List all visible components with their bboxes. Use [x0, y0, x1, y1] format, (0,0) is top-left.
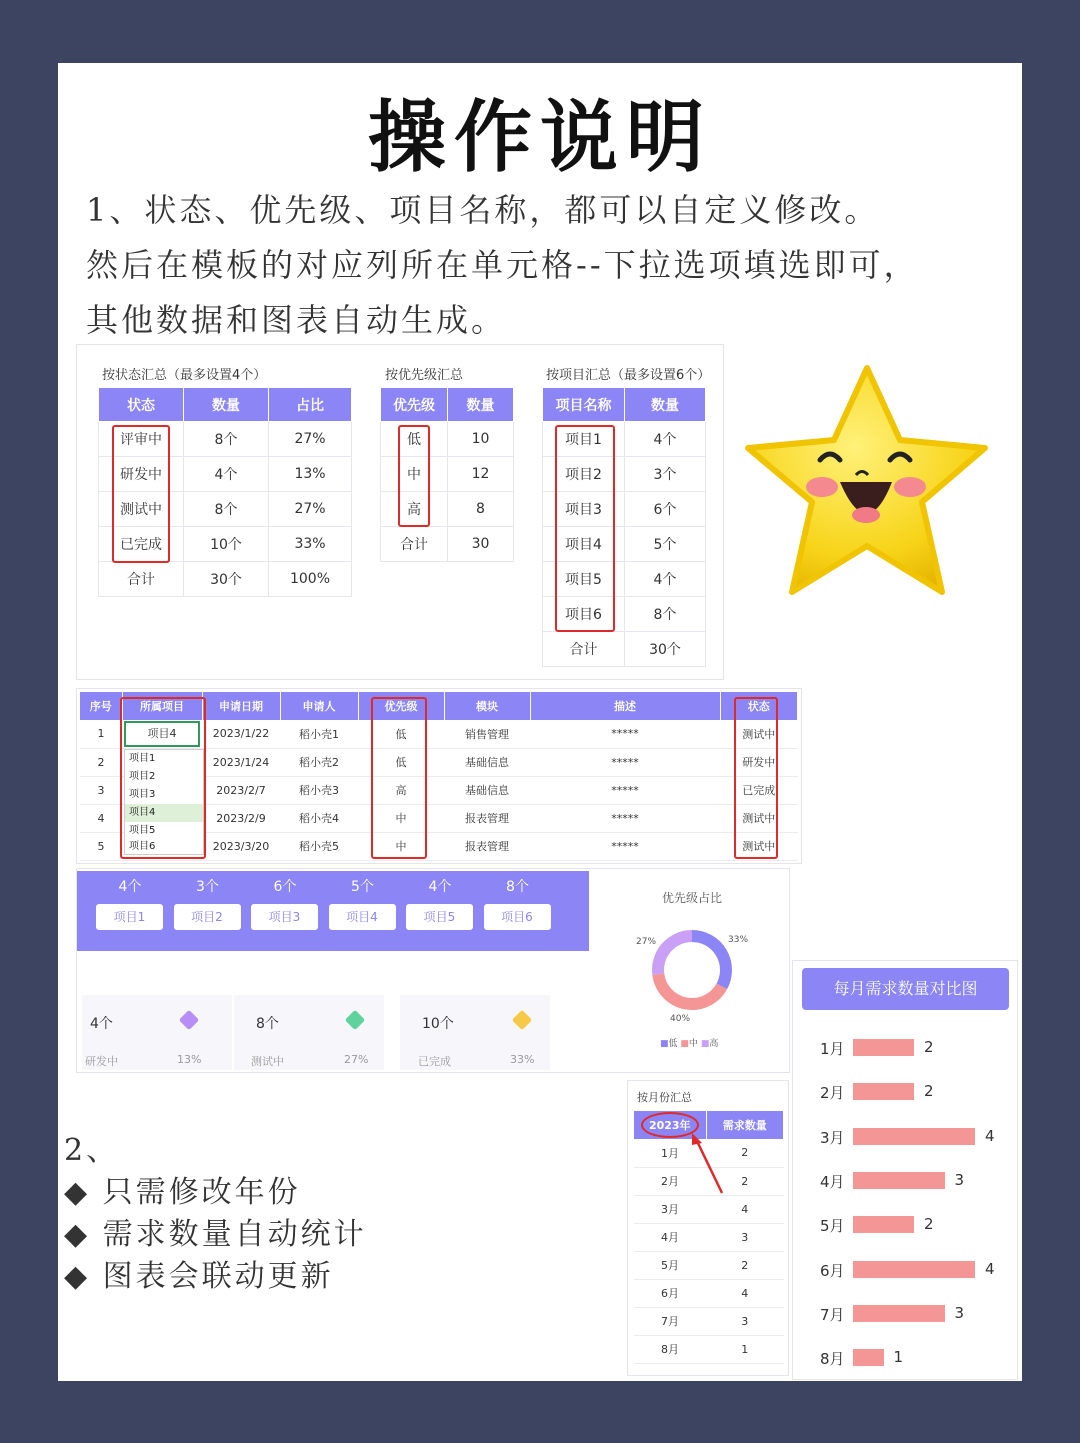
bullet-item: ◆ 需求数量自动统计: [64, 1217, 367, 1252]
cell: 100%: [269, 562, 352, 597]
bar-value: 4: [985, 1259, 995, 1278]
cell: 基础信息: [444, 748, 530, 776]
monthly-caption: 按月份汇总: [637, 1091, 692, 1104]
highlight-box: [398, 425, 430, 527]
cell: 合计: [543, 632, 625, 667]
cell: 1月: [634, 1139, 706, 1167]
header-count: 数量: [448, 388, 514, 422]
cell: 27%: [269, 422, 352, 457]
page-title: 操作说明: [367, 92, 712, 183]
cell: 6个: [625, 492, 706, 527]
intro-line-2: 然后在模板的对应列所在单元格--下拉选项填选即可，: [86, 246, 919, 284]
cell: 测试中: [99, 492, 184, 527]
cell: 27%: [269, 492, 352, 527]
cell: 3: [706, 1223, 784, 1251]
intro-line-1: 1、状态、优先级、项目名称，都可以自定义修改。: [86, 191, 880, 229]
cell: 5月: [634, 1251, 706, 1279]
kpi-pct: 33%: [510, 1053, 535, 1066]
donut-label-low: 27%: [636, 937, 657, 947]
cell: 8月: [634, 1335, 706, 1363]
dropdown-option[interactable]: 项目6: [129, 841, 156, 852]
bar-label: 6月: [820, 1261, 845, 1280]
bar: [853, 1216, 914, 1233]
cell: 评审中: [99, 422, 184, 457]
cell: 项目6: [543, 597, 625, 632]
cell: 研发中: [99, 457, 184, 492]
donut-label-high: 40%: [670, 1014, 691, 1024]
cell: 稻小壳4: [280, 804, 358, 832]
donut-slice: [658, 974, 722, 1004]
cell: 项目3: [543, 492, 625, 527]
bar: [853, 1039, 914, 1056]
cell: 10个: [184, 527, 269, 562]
cell: 测试中: [720, 720, 798, 748]
bar-value: 4: [985, 1126, 995, 1145]
cell: 测试中: [720, 832, 798, 860]
kpi-pct: 27%: [344, 1053, 369, 1066]
intro-text: [86, 183, 1006, 348]
bar: [853, 1349, 884, 1366]
bar-label: 8月: [820, 1350, 845, 1369]
bar-label: 3月: [820, 1128, 845, 1147]
header-status: 状态: [720, 692, 798, 720]
cell: 3月: [634, 1195, 706, 1223]
cell: 8: [448, 492, 514, 527]
cell: 稻小壳2: [280, 748, 358, 776]
cell: 4个: [625, 562, 706, 597]
header-priority: 优先级: [381, 388, 448, 422]
project-count: 8个: [506, 879, 529, 895]
header-priority: 优先级: [358, 692, 444, 720]
dropdown-option[interactable]: 项目5: [129, 825, 156, 836]
project-select-value[interactable]: 项目4: [124, 721, 200, 747]
kpi-count: 10个: [422, 1016, 454, 1032]
project-button[interactable]: 项目3: [251, 904, 318, 930]
cell: 30: [448, 527, 514, 562]
kpi-card: [400, 995, 550, 1070]
arrow-icon: [688, 1133, 728, 1198]
table-row: [634, 1335, 784, 1363]
cell: 低: [358, 720, 444, 748]
project-button[interactable]: 项目5: [406, 904, 473, 930]
cell: 5: [80, 832, 122, 860]
cube-icon: [179, 1010, 199, 1030]
cell: 2: [706, 1167, 784, 1195]
bar-value: 3: [954, 1170, 965, 1189]
cell: 项目2: [543, 457, 625, 492]
intro-line-3: 其他数据和图表自动生成。: [86, 301, 507, 339]
bar-label: 1月: [820, 1040, 845, 1058]
bar-value: 3: [954, 1303, 965, 1322]
highlight-box: [555, 425, 615, 632]
header-module: 模块: [444, 692, 530, 720]
donut-label-mid: 33%: [728, 935, 749, 945]
cell: 2月: [634, 1167, 706, 1195]
cell: 3: [706, 1307, 784, 1335]
star-mascot-icon: [740, 360, 995, 605]
cell: 报表管理: [444, 832, 530, 860]
cell: 13%: [269, 457, 352, 492]
bar-value: 2: [924, 1038, 934, 1056]
project-button[interactable]: 项目1: [96, 904, 163, 930]
cell: 33%: [269, 527, 352, 562]
cell: 项目1: [543, 422, 625, 457]
cell: 6月: [634, 1279, 706, 1307]
cell: 3个: [625, 457, 706, 492]
bar-value: 2: [924, 1215, 934, 1234]
total-row: [99, 562, 352, 597]
cell: 1: [80, 720, 122, 748]
legend-mid: 中: [688, 1039, 698, 1049]
header-project: 所属项目: [122, 692, 202, 720]
cell: 7月: [634, 1307, 706, 1335]
cell: 合计: [99, 562, 184, 597]
cell: 2023/2/7: [202, 776, 280, 804]
cell: 低: [381, 422, 448, 457]
status-summary-caption: 按状态汇总（最多设置4个）: [102, 368, 267, 383]
dropdown-option[interactable]: 项目3: [129, 789, 156, 800]
total-row: [543, 632, 706, 667]
bar-label: 5月: [820, 1217, 845, 1236]
cell: 2: [706, 1139, 784, 1167]
cell: 4个: [625, 422, 706, 457]
cell: 4个: [184, 457, 269, 492]
cell: *****: [530, 832, 720, 860]
section-2-number: 2、: [64, 1133, 120, 1168]
kpi-label: 测试中: [251, 1055, 284, 1068]
project-count: 4个: [428, 879, 452, 895]
dropdown-option[interactable]: 项目1: [129, 753, 156, 764]
cell: 已完成: [720, 776, 798, 804]
cell: 项目4: [543, 527, 625, 562]
cell: 低: [358, 748, 444, 776]
cell: 研发中: [720, 748, 798, 776]
project-count: 6个: [273, 879, 297, 895]
cube-icon: [512, 1010, 532, 1030]
kpi-count: 8个: [256, 1016, 279, 1032]
cell: 合计: [381, 527, 448, 562]
dropdown-option-selected[interactable]: 项目4: [125, 804, 203, 822]
header-project-name: 项目名称: [543, 388, 625, 422]
dropdown-option[interactable]: 项目2: [129, 771, 156, 782]
total-row: [381, 527, 514, 562]
cell: 高: [381, 492, 448, 527]
bar: [853, 1083, 914, 1100]
highlight-box: [120, 697, 206, 859]
bar: [853, 1172, 945, 1189]
project-summary-caption: 按项目汇总（最多设置6个）: [546, 368, 711, 383]
cell: 2023/2/9: [202, 804, 280, 832]
project-count: 4个: [118, 879, 142, 895]
project-button[interactable]: 项目4: [329, 904, 396, 930]
cell: 8个: [184, 492, 269, 527]
header-status: 状态: [99, 388, 184, 422]
header-count: 数量: [625, 388, 706, 422]
cell: 8个: [625, 597, 706, 632]
cell: *****: [530, 720, 720, 748]
bar-label: 2月: [820, 1084, 845, 1103]
cell: 稻小壳3: [280, 776, 358, 804]
bar: [853, 1128, 975, 1145]
cell: *****: [530, 804, 720, 832]
cell: 2: [80, 748, 122, 776]
cell: 4: [706, 1279, 784, 1307]
header-index: 序号: [80, 692, 122, 720]
cell: 中: [381, 457, 448, 492]
cell: 2023/1/22: [202, 720, 280, 748]
header-date: 申请日期: [202, 692, 280, 720]
cell: 1: [706, 1335, 784, 1363]
cell: 8个: [184, 422, 269, 457]
kpi-count: 4个: [90, 1016, 113, 1032]
cell: 4: [80, 804, 122, 832]
header-applicant: 申请人: [280, 692, 358, 720]
kpi-pct: 13%: [177, 1053, 202, 1066]
cell: 3: [80, 776, 122, 804]
cell: 报表管理: [444, 804, 530, 832]
bullet-item: ◆ 图表会联动更新: [64, 1259, 334, 1294]
project-button[interactable]: 项目2: [174, 904, 241, 930]
cell: 中: [358, 832, 444, 860]
cell: 中: [358, 804, 444, 832]
header-count: 数量: [184, 388, 269, 422]
cell: 2023/1/24: [202, 748, 280, 776]
cell: 10: [448, 422, 514, 457]
bar-value: 1: [893, 1348, 904, 1367]
cell: 2: [706, 1251, 784, 1279]
cell: *****: [530, 748, 720, 776]
table-row: [634, 1251, 784, 1279]
legend-high: 高: [709, 1039, 719, 1049]
bar: [853, 1261, 975, 1278]
cell: 12: [448, 457, 514, 492]
kpi-card: [234, 995, 384, 1070]
legend-low: 低: [668, 1039, 678, 1049]
header-description: 描述: [530, 692, 720, 720]
bar-label: 4月: [820, 1172, 845, 1191]
cell: 高: [358, 776, 444, 804]
donut-chart: [650, 928, 734, 1012]
table-row: [634, 1223, 784, 1251]
cell: 30个: [184, 562, 269, 597]
donut-slice: [692, 936, 726, 986]
project-count: 5个: [351, 879, 374, 895]
cell: 销售管理: [444, 720, 530, 748]
cell: 5个: [625, 527, 706, 562]
cell: 基础信息: [444, 776, 530, 804]
table-row: [634, 1279, 784, 1307]
cell: 项目5: [543, 562, 625, 597]
kpi-label: 研发中: [85, 1055, 118, 1068]
cell: *****: [530, 776, 720, 804]
table-row: [634, 1307, 784, 1335]
highlight-box: [112, 425, 170, 563]
donut-slice: [658, 936, 692, 974]
cell: 30个: [625, 632, 706, 667]
cell: 4: [706, 1195, 784, 1223]
bar: [853, 1305, 945, 1322]
project-count: 3个: [196, 879, 219, 895]
kpi-label: 已完成: [418, 1055, 451, 1068]
cell: 稻小壳5: [280, 832, 358, 860]
demand-header: 需求数量: [706, 1111, 784, 1139]
cell: 4月: [634, 1223, 706, 1251]
cell: 测试中: [720, 804, 798, 832]
section-2: [64, 1130, 367, 1298]
bullet-item: ◆ 只需修改年份: [64, 1175, 301, 1210]
project-button[interactable]: 项目6: [484, 904, 551, 930]
priority-summary-caption: 按优先级汇总: [385, 368, 464, 383]
donut-legend: ■低 ■中 ■高: [660, 1039, 719, 1049]
cell: 2023/3/20: [202, 832, 280, 860]
kpi-card: [82, 995, 232, 1070]
highlight-box: [734, 697, 778, 859]
highlight-box: [371, 697, 427, 859]
cell: 已完成: [99, 527, 184, 562]
bar-value: 2: [924, 1082, 934, 1101]
cell: 稻小壳1: [280, 720, 358, 748]
bar-label: 7月: [820, 1305, 845, 1324]
bar-chart-title: 每月需求数量对比图: [802, 968, 1009, 1010]
table-row: [634, 1195, 784, 1223]
year-header[interactable]: 2023年: [634, 1111, 706, 1139]
cube-icon: [345, 1010, 365, 1030]
header-ratio: 占比: [269, 388, 352, 422]
donut-title: 优先级占比: [661, 891, 722, 905]
